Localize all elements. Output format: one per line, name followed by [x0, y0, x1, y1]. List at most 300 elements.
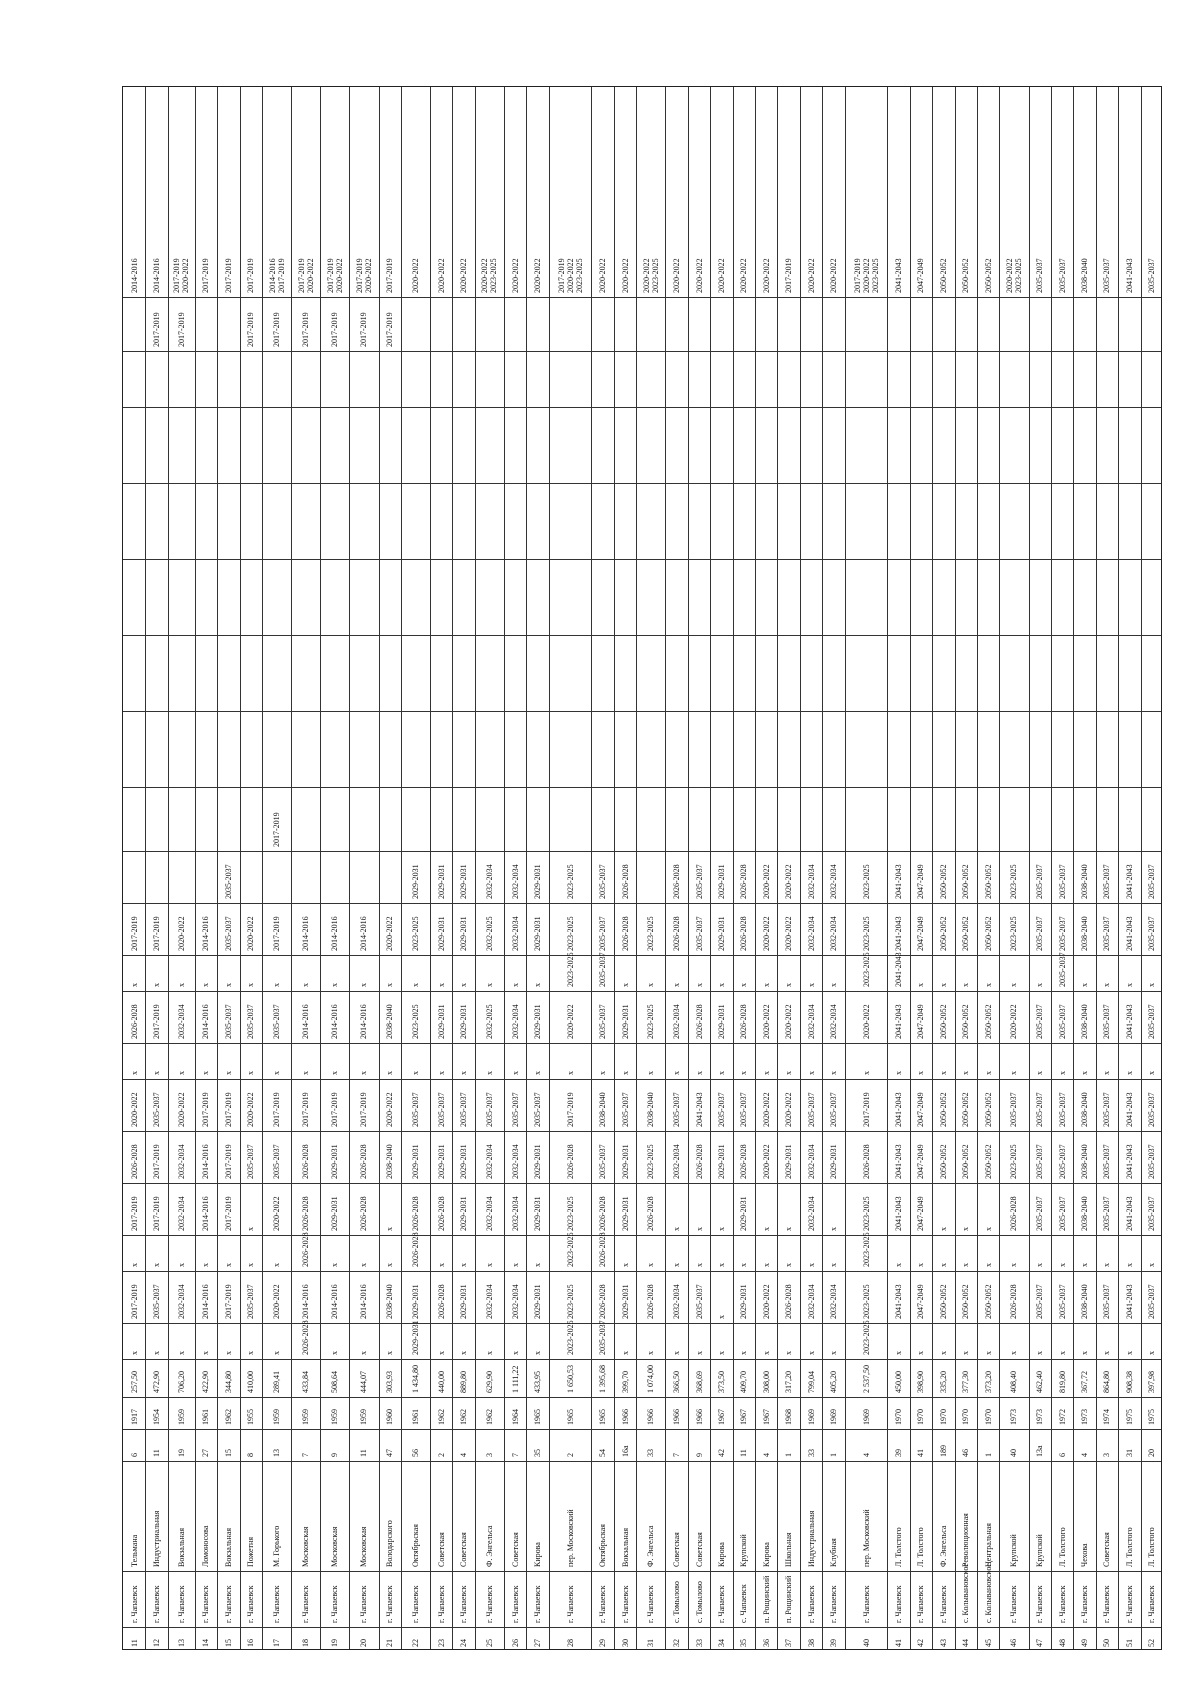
table-cell-c1: 2026-2028	[301, 1320, 311, 1355]
table-cell-area: 444,07	[359, 1371, 369, 1393]
table-cell-addr: г. Чапаевск	[1124, 1585, 1134, 1623]
column-divider	[123, 1323, 1161, 1324]
table-cell-c2: 2026-2028	[436, 1284, 446, 1319]
table-cell-c2: 2035-2037	[152, 1284, 162, 1319]
table-cell-c5: 2026-2028	[359, 1144, 369, 1179]
table-cell-c4: 2032-2034	[176, 1196, 186, 1231]
table-cell-c10: 2032-2034	[829, 916, 839, 951]
table-cell-num: 38	[806, 1639, 816, 1647]
table-cell-num: 52	[1147, 1639, 1157, 1647]
column-divider	[123, 1397, 1161, 1398]
table-cell-c2: 2050-2052	[938, 1284, 948, 1319]
table-cell-area: 433,84	[301, 1371, 311, 1393]
table-cell-house: 20	[1147, 1449, 1157, 1457]
table-cell-c10: 2026-2028	[672, 916, 682, 951]
table-cell-c2: х	[716, 1315, 726, 1319]
table-cell-c6: 2038-2040	[1080, 1092, 1090, 1127]
table-cell-c8: 2050-2052	[983, 1004, 993, 1039]
table-cell-street: Ломоносова	[201, 1525, 211, 1567]
table-cell-street: Октябрьская	[598, 1524, 608, 1567]
table-cell-c9: х	[620, 983, 630, 987]
table-cell-c9: х	[961, 983, 971, 987]
table-cell-area: 405,20	[829, 1371, 839, 1393]
table-cell-c20: 2020-2022	[739, 258, 749, 293]
table-cell-c7: х	[598, 1071, 608, 1075]
table-cell-c3: 2026-2028	[301, 1232, 311, 1267]
table-cell-c6: 2035-2037	[829, 1092, 839, 1127]
row-divider	[887, 87, 888, 1649]
table-cell-year: 1965	[598, 1409, 608, 1425]
table-cell-c6: 2035-2037	[436, 1092, 446, 1127]
column-divider	[123, 1271, 1161, 1272]
table-cell-c9: х	[484, 983, 494, 987]
row-divider	[800, 87, 801, 1649]
table-cell-c2: 2017-2019	[129, 1284, 139, 1319]
table-cell-c10: 2023-2025	[565, 916, 575, 951]
table-cell-c6: 2035-2037	[806, 1092, 816, 1127]
table-cell-c8: 2029-2031	[533, 1004, 543, 1039]
table-cell-year: 1959	[330, 1409, 340, 1425]
table-cell-c1: х	[1035, 1351, 1045, 1355]
table-cell-c1: х	[1124, 1351, 1134, 1355]
table-cell-c7: х	[533, 1071, 543, 1075]
table-cell-area: 373,50	[716, 1371, 726, 1393]
table-cell-area: 889,80	[459, 1371, 469, 1393]
table-cell-addr: г. Чапаевск	[1035, 1585, 1045, 1623]
table-cell-num: 29	[598, 1639, 608, 1647]
column-divider	[123, 1461, 1161, 1462]
table-cell-c19: 2017-2019	[176, 312, 186, 347]
table-cell-c3: х	[1147, 1263, 1157, 1267]
row-divider	[1096, 87, 1097, 1649]
table-cell-c4: 2026-2028	[598, 1196, 608, 1231]
table-cell-addr: г. Чапаевск	[861, 1585, 871, 1623]
row-divider	[688, 87, 689, 1649]
table-cell-c2: 2014-2016	[201, 1284, 211, 1319]
table-cell-c5: 2035-2037	[272, 1144, 282, 1179]
table-cell-c11: 2029-2031	[411, 864, 420, 899]
table-cell-year: 1964	[510, 1409, 520, 1425]
table-cell-c1: х	[938, 1351, 948, 1355]
table-cell-c7: х	[272, 1071, 282, 1075]
table-cell-c20: 2017-2019 2020-2022 2023-2025	[852, 258, 880, 293]
table-cell-c4: х	[694, 1227, 704, 1231]
table-cell-addr: с. Томыловo	[694, 1581, 704, 1623]
table-cell-area: 422,90	[201, 1371, 211, 1393]
table-cell-c10: 2038-2040	[1080, 916, 1090, 951]
table-cell-house: 41	[916, 1449, 926, 1457]
table-cell-year: 1959	[359, 1409, 369, 1425]
table-cell-c6: 2041-2043	[1124, 1092, 1134, 1127]
table-cell-street: Л. Толстого	[1147, 1527, 1157, 1567]
column-divider	[123, 297, 1161, 298]
table-cell-addr: г. Чапаевск	[598, 1585, 608, 1623]
table-cell-c7: х	[829, 1071, 839, 1075]
table-cell-addr: г. Чапаевск	[1009, 1585, 1019, 1623]
table-cell-c2: 2029-2031	[533, 1284, 543, 1319]
table-cell-c11: 2029-2031	[436, 864, 446, 899]
table-cell-c20: 2020-2022 2023-2025	[1004, 258, 1023, 293]
table-cell-c8: 2047-2049	[916, 1004, 926, 1039]
table-cell-c7: х	[301, 1071, 311, 1075]
table-cell-c8: 2035-2037	[1035, 1004, 1045, 1039]
table-cell-year: 1967	[761, 1409, 771, 1425]
table-cell-c4: 2041-2043	[1124, 1196, 1134, 1231]
table-cell-c9: х	[129, 983, 139, 987]
table-cell-c3: х	[201, 1263, 211, 1267]
table-cell-c19: 2017-2019	[152, 312, 162, 347]
table-cell-c9: 2023-2025	[861, 952, 871, 987]
table-cell-c11: 2029-2031	[459, 864, 469, 899]
table-cell-area: 373,20	[983, 1371, 993, 1393]
table-cell-c8: 2014-2016	[330, 1004, 340, 1039]
table-cell-c2: 2020-2022	[761, 1284, 771, 1319]
table-cell-c20: 2020-2022	[510, 258, 520, 293]
table-cell-c8: 2038-2040	[385, 1004, 395, 1039]
table-cell-area: 1 074,00	[646, 1365, 656, 1393]
table-cell-street: Кирова	[716, 1542, 726, 1567]
table-cell-house: 13а	[1035, 1445, 1045, 1457]
table-cell-c8: 2035-2037	[1102, 1004, 1112, 1039]
table-cell-street: Московская	[359, 1526, 369, 1567]
table-cell-c9: х	[330, 983, 340, 987]
row-divider	[452, 87, 453, 1649]
table-cell-house: 6	[129, 1453, 139, 1457]
table-cell-area: 462,40	[1035, 1371, 1045, 1393]
table-cell-c9: х	[152, 983, 162, 987]
table-cell-c8: 2029-2031	[620, 1004, 630, 1039]
table-cell-area: 908,38	[1124, 1371, 1134, 1393]
table-cell-c6: 2047-2049	[916, 1092, 926, 1127]
table-cell-c4: 2029-2031	[459, 1196, 469, 1231]
table-cell-c5: 2035-2037	[1102, 1144, 1112, 1179]
table-cell-house: 7	[672, 1453, 682, 1457]
table-cell-house: 3	[484, 1453, 494, 1457]
table-cell-c5: 2029-2031	[829, 1144, 839, 1179]
table-cell-house: 7	[301, 1453, 311, 1457]
table-cell-addr: г. Чапаевск	[152, 1585, 162, 1623]
table-cell-c7: х	[916, 1071, 926, 1075]
table-cell-c2: 2029-2031	[459, 1284, 469, 1319]
table-cell-c2: 2017-2019	[223, 1284, 233, 1319]
table-cell-year: 1961	[201, 1409, 211, 1425]
table-cell-c1: х	[223, 1351, 233, 1355]
row-divider	[710, 87, 711, 1649]
table-cell-house: 1	[983, 1453, 993, 1457]
table-cell-c20: 2014-2016	[152, 258, 162, 293]
table-cell-c2: 2029-2031	[739, 1284, 749, 1319]
table-cell-year: 1966	[672, 1409, 682, 1425]
table-cell-num: 20	[359, 1639, 369, 1647]
table-cell-c6: 2035-2037	[739, 1092, 749, 1127]
row-divider	[145, 87, 146, 1649]
table-cell-year: 1972	[1057, 1409, 1067, 1425]
table-cell-street: Центральная	[983, 1523, 993, 1567]
table-cell-c8: 2026-2028	[694, 1004, 704, 1039]
table-cell-c5: 2026-2028	[301, 1144, 311, 1179]
table-cell-c4: 2032-2034	[510, 1196, 520, 1231]
row-divider	[614, 87, 615, 1649]
table-cell-c1: х	[716, 1351, 726, 1355]
table-cell-street: М. Горького	[272, 1525, 282, 1567]
table-cell-c7: х	[1147, 1071, 1157, 1075]
table-cell-c5: 2029-2031	[459, 1144, 469, 1179]
column-divider	[123, 1571, 1161, 1572]
table-cell-c6: 2035-2037	[620, 1092, 630, 1127]
table-cell-street: Крупской	[1035, 1534, 1045, 1567]
table-cell-c9: х	[784, 983, 794, 987]
table-cell-c10: 2035-2037	[1057, 916, 1067, 951]
table-cell-c6: 2017-2019	[272, 1092, 282, 1127]
table-cell-c20: 2017-2019	[201, 258, 211, 293]
table-cell-c3: х	[223, 1263, 233, 1267]
table-cell-c20: 2014-2016	[129, 258, 139, 293]
table-cell-c3: х	[272, 1263, 282, 1267]
table-cell-c7: х	[1057, 1071, 1067, 1075]
table-cell-c1: х	[761, 1351, 771, 1355]
table-cell-c1: х	[272, 1351, 282, 1355]
table-cell-house: 4	[1080, 1453, 1090, 1457]
table-cell-c3: х	[894, 1263, 904, 1267]
table-cell-c9: х	[223, 983, 233, 987]
table-cell-c19: 2017-2019	[385, 312, 395, 347]
table-cell-c3: х	[938, 1263, 948, 1267]
table-cell-house: 47	[385, 1449, 395, 1457]
table-cell-area: 629,90	[484, 1371, 494, 1393]
table-cell-c6: 2035-2037	[1147, 1092, 1157, 1127]
table-cell-street: Вокзальная	[620, 1527, 630, 1567]
table-cell-c8: 2035-2037	[1057, 1004, 1067, 1039]
table-cell-c20: 2020-2022	[829, 258, 839, 293]
table-cell-c4: 2017-2019	[129, 1196, 139, 1231]
table-cell-num: 44	[961, 1639, 971, 1647]
table-cell-num: 31	[646, 1639, 656, 1647]
table-cell-c2: 2023-2025	[861, 1284, 871, 1319]
column-divider	[123, 351, 1161, 352]
table-cell-c5: 2023-2025	[1009, 1144, 1019, 1179]
table-cell-area: 819,80	[1057, 1371, 1067, 1393]
table-cell-num: 24	[459, 1639, 469, 1647]
row-divider	[777, 87, 778, 1649]
table-cell-c20: 2017-2019 2020-2022	[325, 258, 344, 293]
table-cell-c5: 2029-2031	[436, 1144, 446, 1179]
table-cell-house: 4	[761, 1453, 771, 1457]
table-cell-street: Крупской	[1009, 1534, 1019, 1567]
table-cell-c1: 2023-2025	[565, 1320, 575, 1355]
table-cell-c9: х	[716, 983, 726, 987]
table-cell-c5: 2029-2031	[716, 1144, 726, 1179]
table-cell-c11: 2050-2052	[961, 864, 971, 899]
table-cell-house: 27	[201, 1449, 211, 1457]
table-cell-street: пер. Московский	[861, 1509, 871, 1567]
table-cell-c11: 2038-2040	[1080, 864, 1090, 899]
table-cell-c11: 2050-2052	[983, 864, 993, 899]
table-cell-c10: 2029-2031	[716, 916, 726, 951]
table-cell-c4: 2035-2037	[1057, 1196, 1067, 1231]
table-cell-addr: г. Чапаевск	[894, 1585, 904, 1623]
table-cell-house: 6	[1057, 1453, 1067, 1457]
table-cell-c20: 2041-2043	[1124, 258, 1134, 293]
table-cell-c1: 2029-2031	[411, 1320, 420, 1355]
table-cell-c20: 2047-2049	[916, 258, 926, 293]
table-cell-street: пер. Московский	[565, 1509, 575, 1567]
table-cell-c20: 2041-2043	[894, 258, 904, 293]
table-cell-c6: 2020-2022	[784, 1092, 794, 1127]
table-cell-c3: х	[983, 1263, 993, 1267]
table-cell-c5: 2020-2022	[761, 1144, 771, 1179]
row-divider	[932, 87, 933, 1649]
table-cell-c2: 2050-2052	[983, 1284, 993, 1319]
table-cell-c4: 2029-2031	[330, 1196, 340, 1231]
table-cell-c1: х	[1102, 1351, 1112, 1355]
table-cell-year: 1961	[411, 1409, 420, 1425]
table-cell-c20: 2017-2019 2020-2022	[172, 258, 191, 293]
table-cell-c8: 2026-2028	[129, 1004, 139, 1039]
table-cell-c11: 2032-2034	[510, 864, 520, 899]
table-cell-c2: 2032-2034	[806, 1284, 816, 1319]
table-cell-c2: 2026-2028	[646, 1284, 656, 1319]
table-cell-c4: 2035-2037	[1102, 1196, 1112, 1231]
table-cell-c3: х	[152, 1263, 162, 1267]
table-cell-street: Советская	[1102, 1532, 1112, 1567]
table-cell-c7: х	[510, 1071, 520, 1075]
table-cell-house: 46	[961, 1449, 971, 1457]
table-cell-c5: 2017-2019	[223, 1144, 233, 1179]
table-cell-addr: с. Томыловo	[672, 1581, 682, 1623]
table-cell-c6: 2020-2022	[129, 1092, 139, 1127]
table-cell-c11: 2026-2028	[672, 864, 682, 899]
table-cell-c1: х	[694, 1351, 704, 1355]
table-cell-house: 19	[176, 1449, 186, 1457]
table-cell-c11: 2029-2031	[716, 864, 726, 899]
table-cell-c6: 2017-2019	[301, 1092, 311, 1127]
table-cell-c2: 2032-2034	[672, 1284, 682, 1319]
table-cell-num: 34	[716, 1639, 726, 1647]
table-cell-c7: х	[246, 1071, 256, 1075]
table-cell-c4: х	[716, 1227, 726, 1231]
row-divider	[955, 87, 956, 1649]
table-cell-year: 1967	[716, 1409, 726, 1425]
table-cell-c3: х	[961, 1263, 971, 1267]
table-cell-area: 1 434,80	[411, 1365, 420, 1393]
table-cell-house: 1	[829, 1453, 839, 1457]
table-cell-c8: 2017-2019	[152, 1004, 162, 1039]
table-cell-c4: 2023-2025	[861, 1196, 871, 1231]
table-cell-c11: 2032-2034	[484, 864, 494, 899]
table-cell-c3: х	[484, 1263, 494, 1267]
table-cell-c9: х	[533, 983, 543, 987]
table-cell-c20: 2017-2019	[246, 258, 256, 293]
table-cell-area: 344,80	[223, 1371, 233, 1393]
table-cell-c8: 2023-2025	[646, 1004, 656, 1039]
table-cell-addr: г. Чапаевск	[436, 1585, 446, 1623]
table-cell-num: 32	[672, 1639, 682, 1647]
table-cell-c8: 2029-2031	[716, 1004, 726, 1039]
table-cell-c20: 2017-2019 2020-2022	[354, 258, 373, 293]
table-cell-c7: х	[739, 1071, 749, 1075]
table-cell-c9: х	[301, 983, 311, 987]
table-cell-num: 28	[565, 1639, 575, 1647]
table-cell-house: 8	[246, 1453, 256, 1457]
table-cell-street: Ф. Энгельса	[938, 1525, 948, 1567]
table-cell-c2: 2050-2052	[961, 1284, 971, 1319]
table-cell-num: 40	[861, 1639, 871, 1647]
table-cell-c10: 2029-2031	[436, 916, 446, 951]
table-cell-c9: х	[739, 983, 749, 987]
table-cell-c3: 2023-2025	[861, 1232, 871, 1267]
table-cell-c4: х	[761, 1227, 771, 1231]
table-cell-street: Индустриальная	[806, 1510, 816, 1567]
table-cell-c20: 2020-2022	[533, 258, 543, 293]
table-cell-c20: 2035-2037	[1147, 258, 1157, 293]
table-cell-c20: 2020-2022	[694, 258, 704, 293]
table-cell-house: 31	[1124, 1449, 1134, 1457]
table-cell-c19: 2017-2019	[272, 312, 282, 347]
table-cell-c5: 2035-2037	[1057, 1144, 1067, 1179]
row-divider	[733, 87, 734, 1649]
table-cell-c7: х	[1080, 1071, 1090, 1075]
table-cell-area: 2 537,50	[861, 1365, 871, 1393]
table-cell-c5: 2038-2040	[1080, 1144, 1090, 1179]
table-cell-c20: 2020-2022	[436, 258, 446, 293]
table-cell-addr: г. Чапаевск	[565, 1585, 575, 1623]
table-cell-num: 22	[411, 1639, 420, 1647]
column-divider	[123, 1429, 1161, 1430]
table-cell-area: 864,80	[1102, 1371, 1112, 1393]
table-cell-c4: 2032-2034	[806, 1196, 816, 1231]
table-cell-num: 17	[272, 1639, 282, 1647]
table-cell-addr: п. Рощинский	[761, 1575, 771, 1623]
table-cell-c6: 2038-2040	[598, 1092, 608, 1127]
table-cell-c11: 2035-2037	[1057, 864, 1067, 899]
table-cell-c3: 2026-2028	[411, 1232, 420, 1267]
table-cell-c9: х	[672, 983, 682, 987]
table-cell-c3: х	[1080, 1263, 1090, 1267]
table-cell-c10: 2035-2037	[598, 916, 608, 951]
row-divider	[549, 87, 550, 1649]
table-cell-num: 46	[1009, 1639, 1019, 1647]
table-cell-c4: 2041-2043	[894, 1196, 904, 1231]
table-cell-area: 399,70	[620, 1371, 630, 1393]
table-cell-c4: 2032-2034	[484, 1196, 494, 1231]
table-cell-num: 47	[1035, 1639, 1045, 1647]
table-cell-c9: х	[459, 983, 469, 987]
table-cell-c5: 2035-2037	[246, 1144, 256, 1179]
table-cell-c1: х	[359, 1351, 369, 1355]
table-cell-area: 508,64	[330, 1371, 340, 1393]
table-cell-c1: х	[484, 1351, 494, 1355]
table-cell-c5: 2026-2028	[694, 1144, 704, 1179]
row-divider	[379, 87, 380, 1649]
table-cell-c10: 2014-2016	[201, 916, 211, 951]
table-cell-area: 367,72	[1080, 1371, 1090, 1393]
table-cell-c20: 2017-2019 2020-2022 2023-2025	[556, 258, 584, 293]
table-cell-c2: 2047-2049	[916, 1284, 926, 1319]
table-cell-c1: х	[894, 1351, 904, 1355]
table-cell-c7: х	[330, 1071, 340, 1075]
table-cell-c9: х	[436, 983, 446, 987]
table-cell-c10: 2014-2016	[301, 916, 311, 951]
table-cell-year: 1962	[459, 1409, 469, 1425]
table-cell-c3: 2023-2025	[565, 1232, 575, 1267]
table-cell-num: 36	[761, 1639, 771, 1647]
row-divider	[1029, 87, 1030, 1649]
table-cell-num: 13	[176, 1639, 186, 1647]
table-cell-c10: 2035-2037	[1102, 916, 1112, 951]
table-cell-house: 33	[806, 1449, 816, 1457]
table-cell-addr: г. Чапаевск	[829, 1585, 839, 1623]
table-cell-street: Крупской	[739, 1534, 749, 1567]
